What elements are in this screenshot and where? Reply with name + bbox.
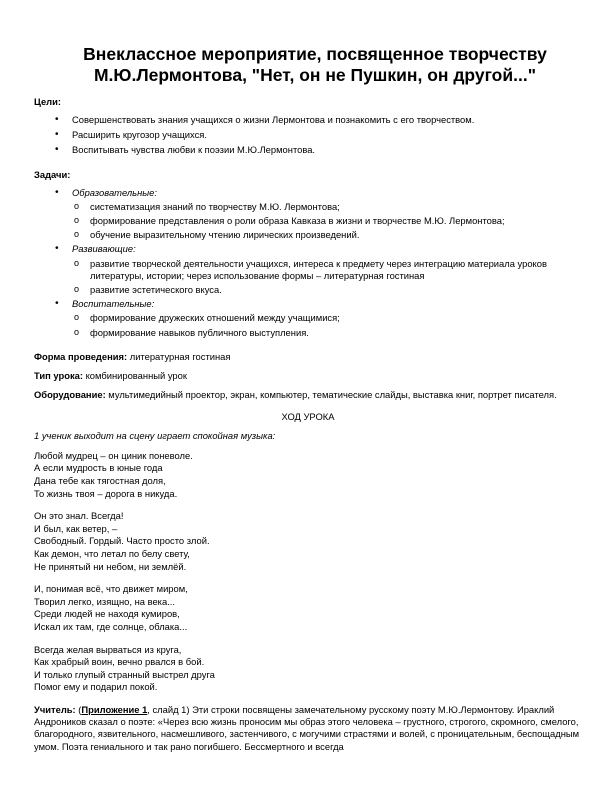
poem-stanza xyxy=(34,450,582,500)
lesson-heading: ХОД УРОКА xyxy=(281,411,335,423)
stage-note: 1 ученик выходит на сцену играет спокойная музыка: xyxy=(34,429,276,441)
poem-line: А если мудрость в юные года xyxy=(34,462,163,474)
title-line-2: М.Ю.Лермонтова, "Нет, он не Пушкин, он другой..." xyxy=(93,65,537,85)
form-row xyxy=(34,351,582,363)
poem-stanza xyxy=(34,583,582,633)
form-label: Форма проведения: xyxy=(34,350,128,362)
document-title xyxy=(40,44,582,86)
poem-line: Творил легко, изящно, на века... xyxy=(34,595,176,607)
task-sublist xyxy=(72,201,582,242)
poem-line: И был, как ветер, – xyxy=(34,522,118,534)
poem-line: Дана тебе как тягостная доля, xyxy=(34,475,166,487)
task-sublist xyxy=(72,312,582,338)
poem-line: Всегда желая вырваться из круга, xyxy=(34,643,182,655)
goal-item: • Совершенствовать знания учащихся о жизни Лермонтова и познакомить с его творчеством. xyxy=(72,114,582,126)
teacher-paragraph xyxy=(34,704,582,753)
task-group-educational xyxy=(72,187,582,242)
task-group-developing xyxy=(72,243,582,296)
document-page xyxy=(34,44,582,753)
task-item: o развитие творческой деятельности учащихся, интереса к предмету через интеграцию материала уроков литературы, истории; через использование формы – литературная гостиная xyxy=(90,258,582,282)
poem-line: То жизнь твоя – дорога в никуда. xyxy=(34,487,178,499)
poem-line: Искал их там, где солнце, облака... xyxy=(34,620,188,632)
goal-item: • Расширить кругозор учащихся. xyxy=(72,129,582,141)
equipment-value: мультимедийный проектор, экран, компьютер, тематические слайды, выставка книг, портрет писателя. xyxy=(105,389,557,401)
poem-line: Свободный. Гордый. Часто просто злой. xyxy=(34,535,210,547)
goal-item: • Воспитывать чувства любви к поэзии М.Ю.Лермонтова. xyxy=(72,144,582,156)
poem-line: Среди людей не находя кумиров, xyxy=(34,608,180,620)
task-item: o формирование навыков публичного выступления. xyxy=(90,327,582,339)
type-label: Тип урока: xyxy=(34,370,83,382)
type-value: комбинированный урок xyxy=(82,370,187,382)
task-group-name: Развивающие: xyxy=(72,243,136,255)
poem-line: И, понимая всё, что движет миром, xyxy=(34,583,188,595)
poem-line: Любой мудрец – он циник поневоле. xyxy=(34,449,193,461)
goals-list xyxy=(34,114,582,157)
task-sublist xyxy=(72,258,582,297)
poem-line: И только глупый странный выстрел друга xyxy=(34,668,215,680)
poem-line: Он это знал. Всегда! xyxy=(34,510,124,522)
task-item: o систематизация знаний по творчеству М.Ю. Лермонтова; xyxy=(90,201,582,213)
title-line-1: Внеклассное мероприятие, посвященное творчеству xyxy=(83,44,547,64)
tasks-label: Задачи: xyxy=(34,168,71,180)
poem-line: Не принятый ни небом, ни землёй. xyxy=(34,560,187,572)
task-group-upbringing xyxy=(72,298,582,339)
equipment-row xyxy=(34,389,582,401)
tasks-list xyxy=(34,187,582,339)
teacher-label: Учитель: xyxy=(34,703,76,715)
form-value: литературная гостиная xyxy=(127,350,231,362)
equipment-label: Оборудование: xyxy=(34,389,106,401)
poem-line: Как демон, что летал по белу свету, xyxy=(34,548,190,560)
goals-label: Цели: xyxy=(34,96,62,107)
appendix-link[interactable]: Приложение 1 xyxy=(81,703,148,715)
poem-stanza xyxy=(34,510,582,573)
poem-line: Как храбрый воин, вечно рвался в бой. xyxy=(34,656,205,668)
task-item: o обучение выразительному чтению лирических произведений. xyxy=(90,229,582,241)
teacher-open-paren: ( xyxy=(75,703,82,715)
task-group-name: Воспитательные: xyxy=(72,298,155,310)
task-item: o развитие эстетического вкуса. xyxy=(90,284,582,296)
task-item: o формирование дружеских отношений между учащимися; xyxy=(90,312,582,324)
type-row xyxy=(34,370,582,382)
task-group-name: Образовательные: xyxy=(72,186,157,198)
poem-stanza xyxy=(34,644,582,694)
poem-line: Помог ему и подарил покой. xyxy=(34,681,158,693)
task-item: o формирование представления о роли образа Кавказа в жизни и творчестве М.Ю. Лермонтова; xyxy=(90,215,582,227)
teacher-text: , слайд 1) Эти строки посвящены замечательному русскому поэту М.Ю.Лермонтову. Ираклий Андроников сказал о поэте: «Через всю жизнь проносим мы образ этого человека – грустного, строгого, скромного, смелого, благородного, язвительного, насмешливого, застенчивого, с могучими страстями и волей, с проницательным, беспощадным умом. Поэта гениального и так рано погибшего. Бессмертного и всегда xyxy=(34,703,580,752)
